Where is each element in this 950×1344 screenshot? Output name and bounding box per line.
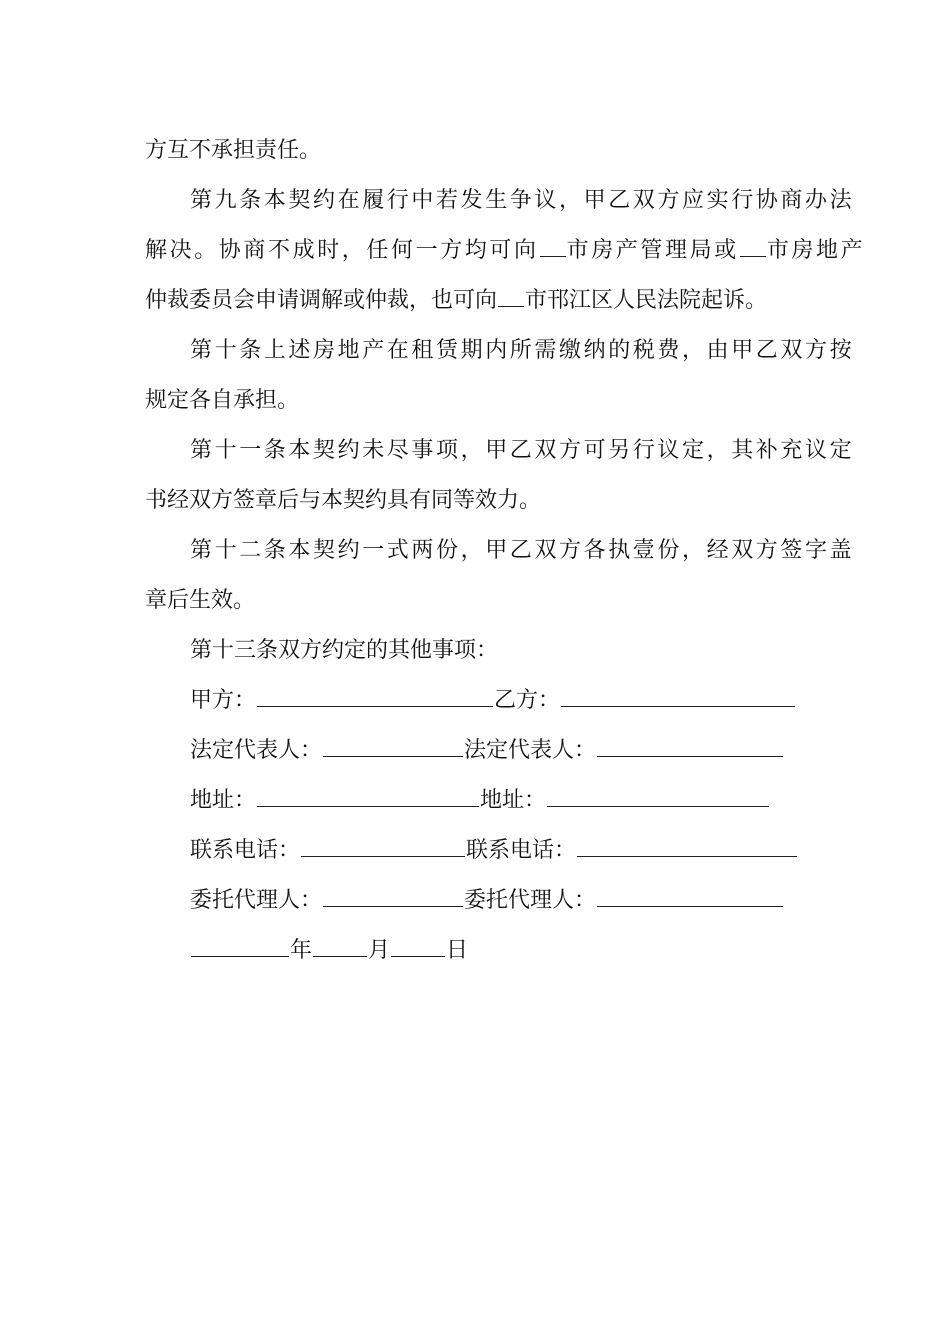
text: 市房产管理局或 xyxy=(566,238,739,263)
party-b-field[interactable] xyxy=(561,686,795,707)
article-9-line-1 xyxy=(190,186,854,216)
article-11-line-2 xyxy=(145,486,541,516)
rep-a-label: 法定代表人： xyxy=(190,738,323,763)
text: 书经双方签章后与本契约具有同等效力。 xyxy=(145,488,542,513)
article-10-line-1 xyxy=(190,336,854,366)
phone-b-label: 联系电话： xyxy=(466,838,577,863)
signature-address-row xyxy=(190,786,770,816)
text: 市房地产 xyxy=(766,238,866,263)
agent-a-field[interactable] xyxy=(323,886,463,907)
text: 第十二条本契约一式两份，甲乙双方各执壹份，经双方签字盖 xyxy=(190,538,855,563)
year-field[interactable] xyxy=(191,936,289,957)
signature-agent-row xyxy=(190,886,784,916)
text: 章后生效。 xyxy=(145,588,256,613)
signature-phone-row xyxy=(190,836,798,866)
agent-b-label: 委托代理人： xyxy=(464,888,597,913)
paragraph-line xyxy=(145,136,321,166)
article-9-line-3 xyxy=(145,286,767,316)
blank-underline xyxy=(540,236,566,257)
date-row xyxy=(190,936,468,966)
phone-a-field[interactable] xyxy=(301,836,465,857)
month-field[interactable] xyxy=(313,936,367,957)
party-a-label: 甲方： xyxy=(190,688,257,713)
text: 方互不承担责任。 xyxy=(145,138,322,163)
text: 第十条上述房地产在租赁期内所需缴纳的税费，由甲乙双方按 xyxy=(190,338,855,363)
addr-a-field[interactable] xyxy=(257,786,479,807)
addr-b-label: 地址： xyxy=(480,788,547,813)
signature-rep-row xyxy=(190,736,784,766)
day-field[interactable] xyxy=(391,936,445,957)
article-11-line-1 xyxy=(190,436,854,466)
article-12-line-2 xyxy=(145,586,255,616)
article-13-line xyxy=(190,636,498,666)
article-10-line-2 xyxy=(145,386,299,416)
text: 规定各自承担。 xyxy=(145,388,300,413)
article-9-line-2 xyxy=(145,236,865,266)
addr-a-label: 地址： xyxy=(190,788,257,813)
text: 解决。协商不成时，任何一方均可向 xyxy=(145,238,539,263)
blank-underline xyxy=(498,286,524,307)
year-label: 年 xyxy=(290,938,313,963)
day-label: 日 xyxy=(446,938,469,963)
text: 仲裁委员会申请调解或仲裁，也可向 xyxy=(145,288,498,313)
blank-underline xyxy=(740,236,766,257)
rep-a-field[interactable] xyxy=(323,736,463,757)
agent-b-field[interactable] xyxy=(597,886,783,907)
phone-b-field[interactable] xyxy=(577,836,797,857)
text: 第九条本契约在履行中若发生争议，甲乙双方应实行协商办法 xyxy=(190,188,855,213)
text: 市邗江区人民法院起诉。 xyxy=(525,288,768,313)
rep-b-field[interactable] xyxy=(597,736,783,757)
signature-party-row xyxy=(190,686,796,716)
rep-b-label: 法定代表人： xyxy=(464,738,597,763)
article-12-line-1 xyxy=(190,536,854,566)
party-a-field[interactable] xyxy=(257,686,493,707)
phone-a-label: 联系电话： xyxy=(190,838,301,863)
agent-a-label: 委托代理人： xyxy=(190,888,323,913)
text: 第十一条本契约未尽事项，甲乙双方可另行议定，其补充议定 xyxy=(190,438,855,463)
month-label: 月 xyxy=(368,938,391,963)
text: 第十三条双方约定的其他事项： xyxy=(190,638,499,663)
party-b-label: 乙方： xyxy=(494,688,561,713)
addr-b-field[interactable] xyxy=(547,786,769,807)
